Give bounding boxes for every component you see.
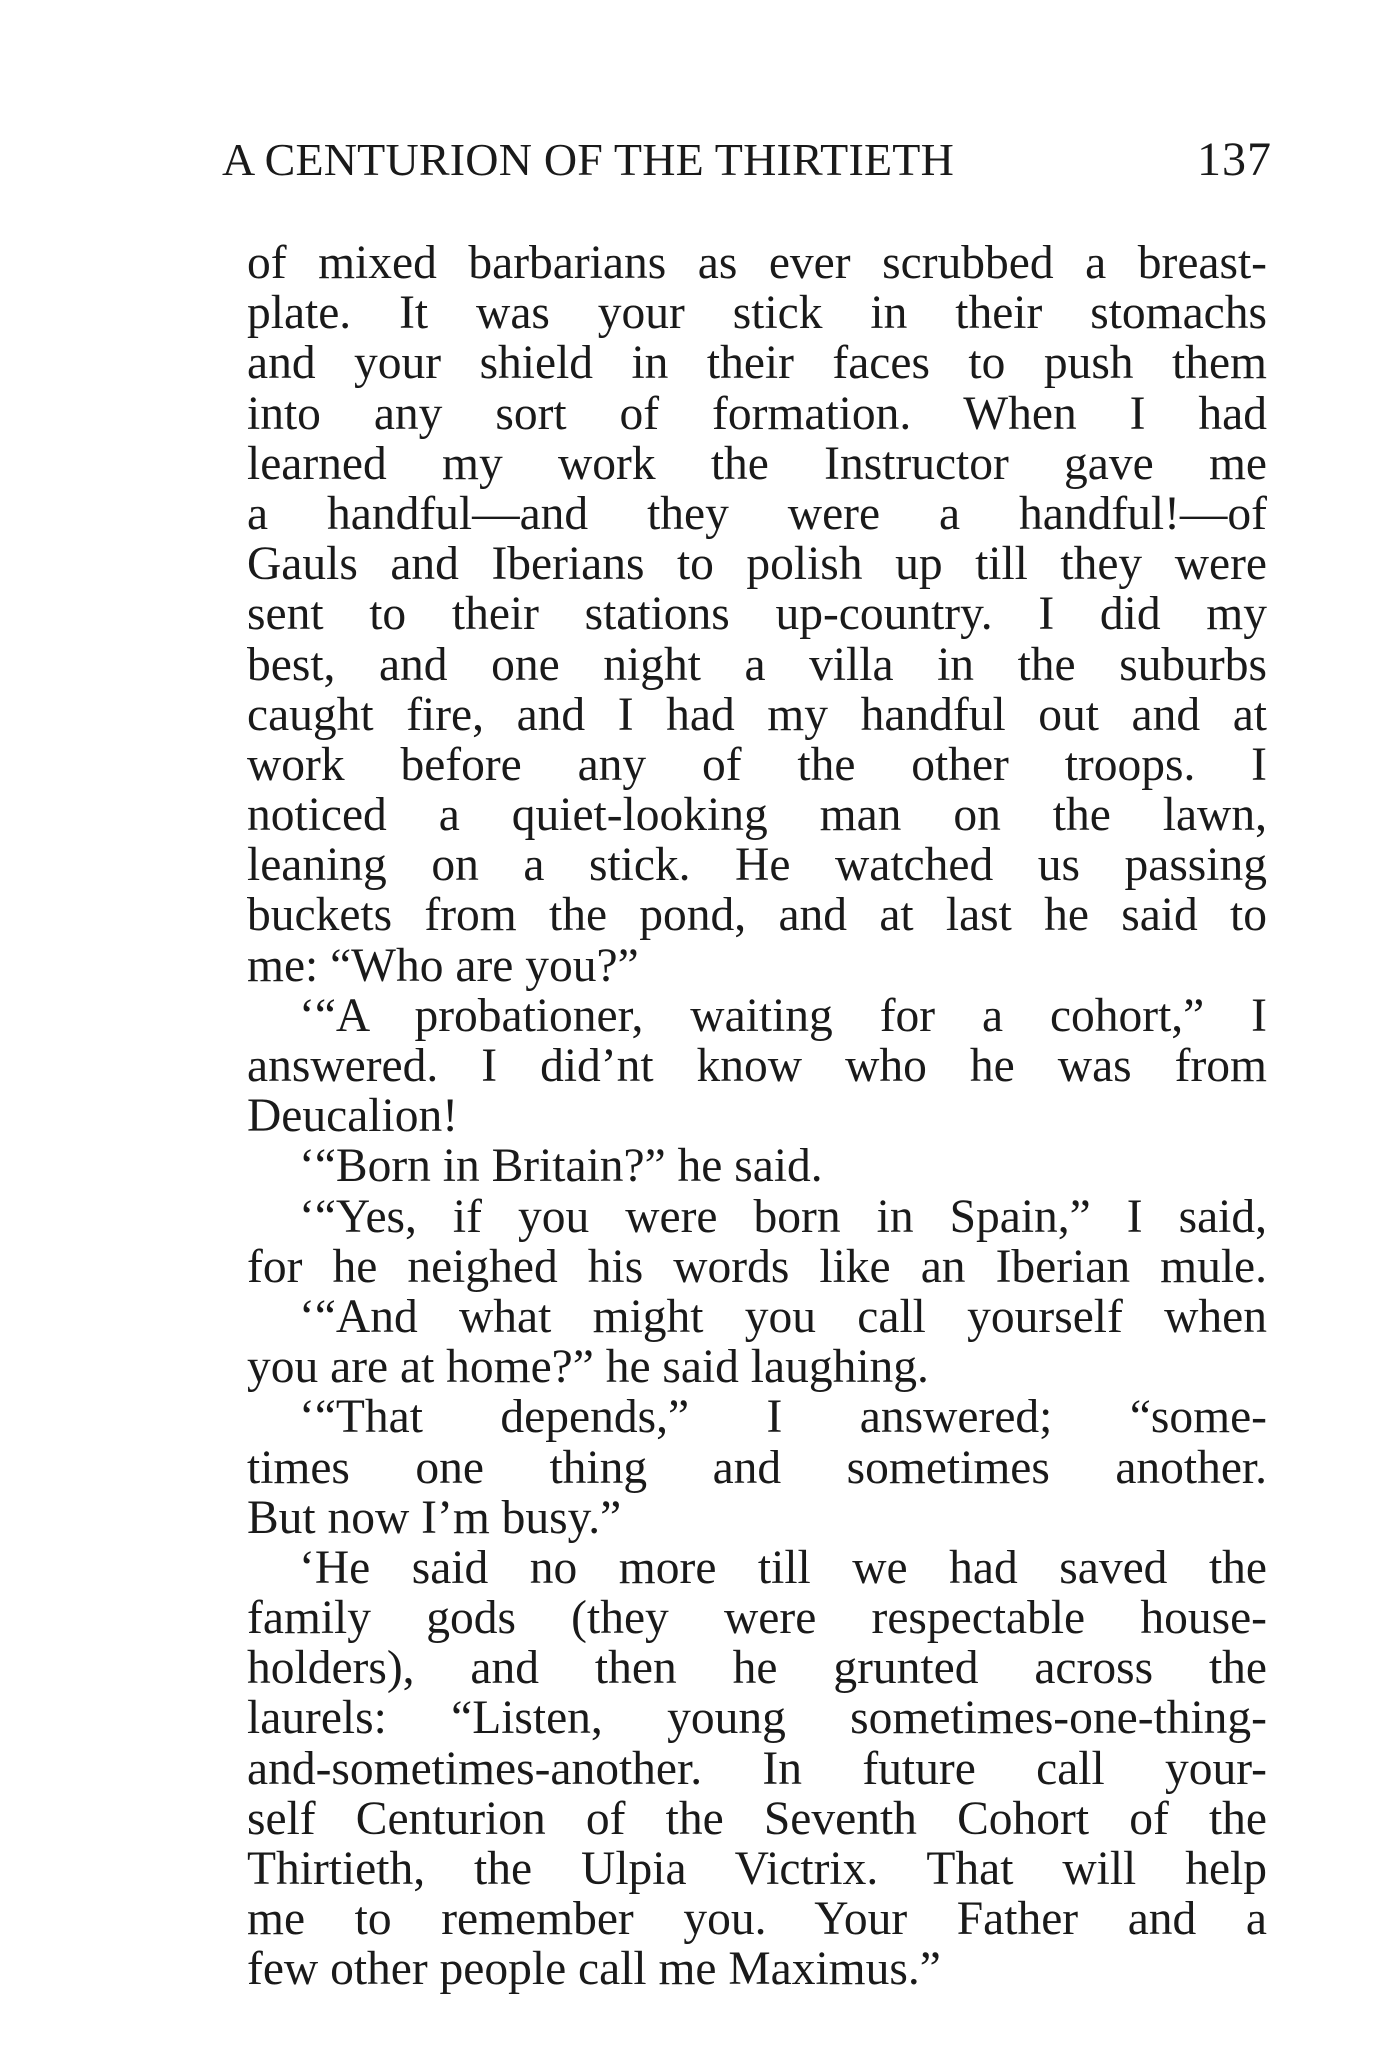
text-line: of mixed barbarians as ever scrubbed a breast- bbox=[247, 237, 1267, 289]
text-line: work before any of the other troops. I bbox=[247, 738, 1267, 791]
text-line: learned my work the Instructor gave me bbox=[247, 437, 1267, 490]
running-title: A CENTURION OF THE THIRTIETH bbox=[222, 134, 954, 185]
text-line: ‘“Yes, if you were born in Spain,” I said, bbox=[299, 1190, 1267, 1243]
text-line: Thirtieth, the Ulpia Victrix. That will help bbox=[247, 1843, 1267, 1895]
text-line: holders), and then he grunted across the bbox=[247, 1642, 1267, 1695]
text-line: Deucalion! bbox=[247, 1090, 459, 1143]
text-line: self Centurion of the Seventh Cohort of the bbox=[247, 1792, 1267, 1845]
text-line: ‘“That depends,” I answered; “some- bbox=[299, 1391, 1267, 1444]
text-line: noticed a quiet-looking man on the lawn, bbox=[247, 789, 1267, 842]
text-line: times one thing and sometimes another. bbox=[247, 1441, 1267, 1494]
body-text bbox=[247, 238, 1267, 1995]
text-line: me: “Who are you?” bbox=[247, 939, 639, 992]
text-line: But now I’m busy.” bbox=[247, 1491, 622, 1544]
text-line: laurels: “Listen, young sometimes-one-thing- bbox=[247, 1692, 1267, 1745]
text-line: ‘“And what might you call yourself when bbox=[299, 1290, 1267, 1343]
text-line: leaning on a stick. He watched us passing bbox=[247, 839, 1267, 892]
text-line: family gods (they were respectable house- bbox=[247, 1592, 1267, 1645]
text-line: and-sometimes-another. In future call your- bbox=[247, 1742, 1267, 1795]
text-line: a handful—and they were a handful!—of bbox=[247, 487, 1267, 540]
text-line: ‘“Born in Britain?” he said. bbox=[299, 1140, 823, 1193]
text-line: me to remember you. Your Father and a bbox=[247, 1893, 1267, 1946]
text-line: into any sort of formation. When I had bbox=[247, 387, 1267, 440]
text-line: sent to their stations up-country. I did my bbox=[247, 588, 1267, 641]
text-line: for he neighed his words like an Iberian mule. bbox=[247, 1240, 1267, 1293]
text-line: few other people call me Maximus.” bbox=[247, 1943, 941, 1996]
text-line: buckets from the pond, and at last he said to bbox=[247, 889, 1267, 942]
page-number: 137 bbox=[1197, 133, 1272, 186]
text-line: Gauls and Iberians to polish up till they were bbox=[247, 538, 1267, 591]
running-head bbox=[222, 132, 1272, 202]
text-line: and your shield in their faces to push them bbox=[247, 337, 1267, 390]
text-line: answered. I did’nt know who he was from bbox=[247, 1040, 1267, 1092]
text-line: best, and one night a villa in the suburbs bbox=[247, 638, 1267, 691]
text-line: plate. It was your stick in their stomachs bbox=[247, 287, 1267, 340]
text-line: ‘“A probationer, waiting for a cohort,” I bbox=[299, 989, 1267, 1042]
text-line: caught fire, and I had my handful out and at bbox=[247, 688, 1267, 741]
text-line: ‘He said no more till we had saved the bbox=[299, 1541, 1267, 1594]
text-line: you are at home?” he said laughing. bbox=[247, 1341, 929, 1394]
